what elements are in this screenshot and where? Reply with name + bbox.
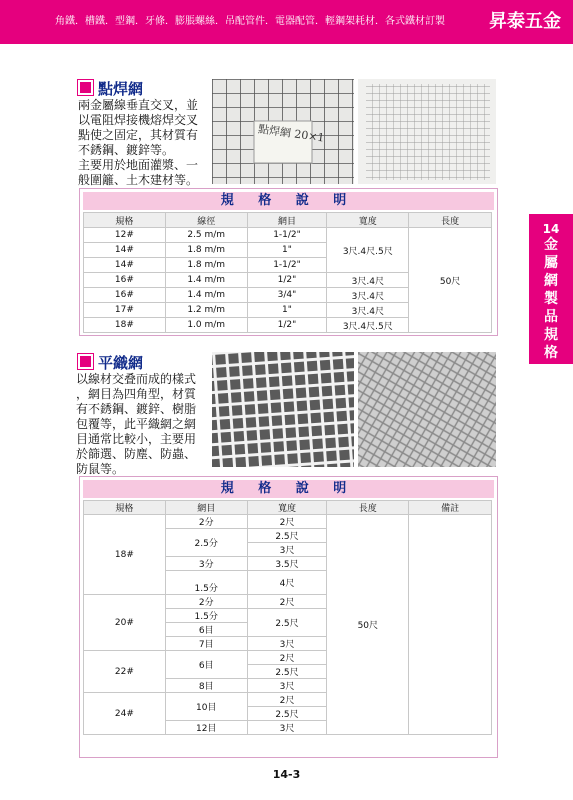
- column-header: 備註: [409, 501, 492, 515]
- woven-spec-table: [83, 500, 492, 735]
- column-header: 長度: [409, 213, 492, 228]
- table-row: 6目: [84, 623, 492, 637]
- woven-spec-box: [79, 476, 498, 758]
- width-cell: 3尺.4尺.5尺: [327, 228, 409, 273]
- column-header: 規格: [84, 213, 166, 228]
- spec-cell: 22#: [84, 651, 166, 693]
- welded-spec-box: [79, 188, 498, 336]
- table-row: 3尺: [84, 543, 492, 557]
- brand-name: 昇泰五金: [489, 11, 561, 32]
- table-row: 2.5尺: [84, 707, 492, 721]
- welded-mesh-roll-image: [358, 79, 496, 184]
- remarks-cell: [409, 515, 492, 735]
- width-cell: 3尺.4尺: [327, 303, 409, 318]
- table-row: 2.5分 2.5尺: [84, 529, 492, 543]
- column-header: 規格: [84, 501, 166, 515]
- chapter-char: 格: [544, 345, 558, 361]
- table-row: 2.5尺: [84, 665, 492, 679]
- chapter-char: 網: [544, 273, 558, 289]
- column-header: 線徑: [165, 213, 247, 228]
- table-row: 20# 2分 2尺: [84, 595, 492, 609]
- table-row: 8目 3尺: [84, 679, 492, 693]
- product-list: 角鐵．槽鐵．型鋼．牙條．膨脹螺絲．吊配管件．電器配管．輕鋼架耗材．各式鐵材訂製: [55, 16, 445, 27]
- column-header: 網目: [165, 501, 247, 515]
- chapter-title: [529, 236, 573, 362]
- chapter-char: 規: [544, 327, 558, 343]
- table-row: 14# 1.8 m/m 1": [84, 243, 492, 258]
- width-cell: 3尺.4尺: [327, 273, 409, 288]
- spec-cell: 18#: [84, 515, 166, 595]
- table-row: 18# 2分 2尺 50尺: [84, 515, 492, 529]
- table-header-row: [84, 213, 492, 228]
- length-cell: 50尺: [327, 515, 409, 735]
- table-row: 1.5分 4尺: [84, 571, 492, 585]
- welded-description: 兩金屬線垂直交叉，並 以電阻焊接機熔焊交叉 點使之固定，其材質有 不銹鋼、鍍鋅等。 主要用於地面灌漿、一 般圍籬、土木建材等。: [78, 98, 199, 187]
- chapter-char: 品: [544, 309, 558, 325]
- welded-mesh-photo-2: [358, 79, 496, 184]
- photo-caption: 點焊網 20×1: [257, 122, 326, 145]
- table-row: 12目 3尺: [84, 721, 492, 735]
- welded-spec-header: 規 格 說 明: [83, 192, 494, 210]
- column-header: 長度: [327, 501, 409, 515]
- welded-section-title: 點焊網: [78, 78, 143, 99]
- chapter-side-tab: [529, 214, 573, 364]
- table-row: 1.5分 2.5尺: [84, 609, 492, 623]
- table-header-row: [84, 501, 492, 515]
- page-number: 14-3: [272, 768, 301, 781]
- table-row: 18# 1.0 m/m 1/2" 3尺.4尺.5尺: [84, 318, 492, 333]
- woven-mesh-photo-1: [212, 352, 354, 467]
- chapter-char: 製: [544, 291, 558, 307]
- woven-section-title: 平織網: [78, 352, 143, 373]
- column-header: 寬度: [327, 213, 409, 228]
- woven-mesh-photo-2: [358, 352, 496, 467]
- chapter-number: 14: [542, 222, 560, 236]
- table-row: 16# 1.4 m/m 3/4" 3尺.4尺: [84, 288, 492, 303]
- chapter-char: 屬: [544, 255, 558, 271]
- table-row: 7目 3尺: [84, 637, 492, 651]
- section-bullet-icon: [78, 80, 93, 95]
- table-row: 16# 1.4 m/m 1/2" 3尺.4尺: [84, 273, 492, 288]
- length-cell: 50尺: [409, 228, 492, 333]
- width-cell: 3尺.4尺.5尺: [327, 318, 409, 333]
- column-header: 寬度: [247, 501, 327, 515]
- woven-mesh-closeup-image: [358, 352, 496, 467]
- spec-cell: 24#: [84, 693, 166, 735]
- section-bullet-icon: [78, 354, 93, 369]
- chapter-char: 金: [544, 237, 558, 253]
- table-row: 24# 10目 2尺: [84, 693, 492, 707]
- spec-cell: 20#: [84, 595, 166, 651]
- table-row: 3分 3.5尺: [84, 557, 492, 571]
- table-row: 14# 1.8 m/m 1-1/2": [84, 258, 492, 273]
- table-row: 17# 1.2 m/m 1" 3尺.4尺: [84, 303, 492, 318]
- welded-spec-table: [83, 212, 492, 333]
- woven-mesh-image: [212, 352, 354, 467]
- welded-mesh-photo-1: [212, 79, 354, 184]
- woven-description: 以線材交叠而成的樣式 ，網目為四角型，材質 有不銹鋼、鍍鋅、樹脂 包覆等，此平織網之網 目通常比較小，主要用 於篩選、防塵、防蟲、 防鼠等。: [76, 372, 197, 476]
- width-cell: 3尺.4尺: [327, 288, 409, 303]
- column-header: 網目: [247, 213, 327, 228]
- woven-spec-header: 規 格 說 明: [83, 480, 494, 498]
- table-row: 22# 6目 2尺: [84, 651, 492, 665]
- header-bar: [0, 0, 573, 44]
- table-row: 12# 2.5 m/m 1-1/2" 3尺.4尺.5尺 50尺: [84, 228, 492, 243]
